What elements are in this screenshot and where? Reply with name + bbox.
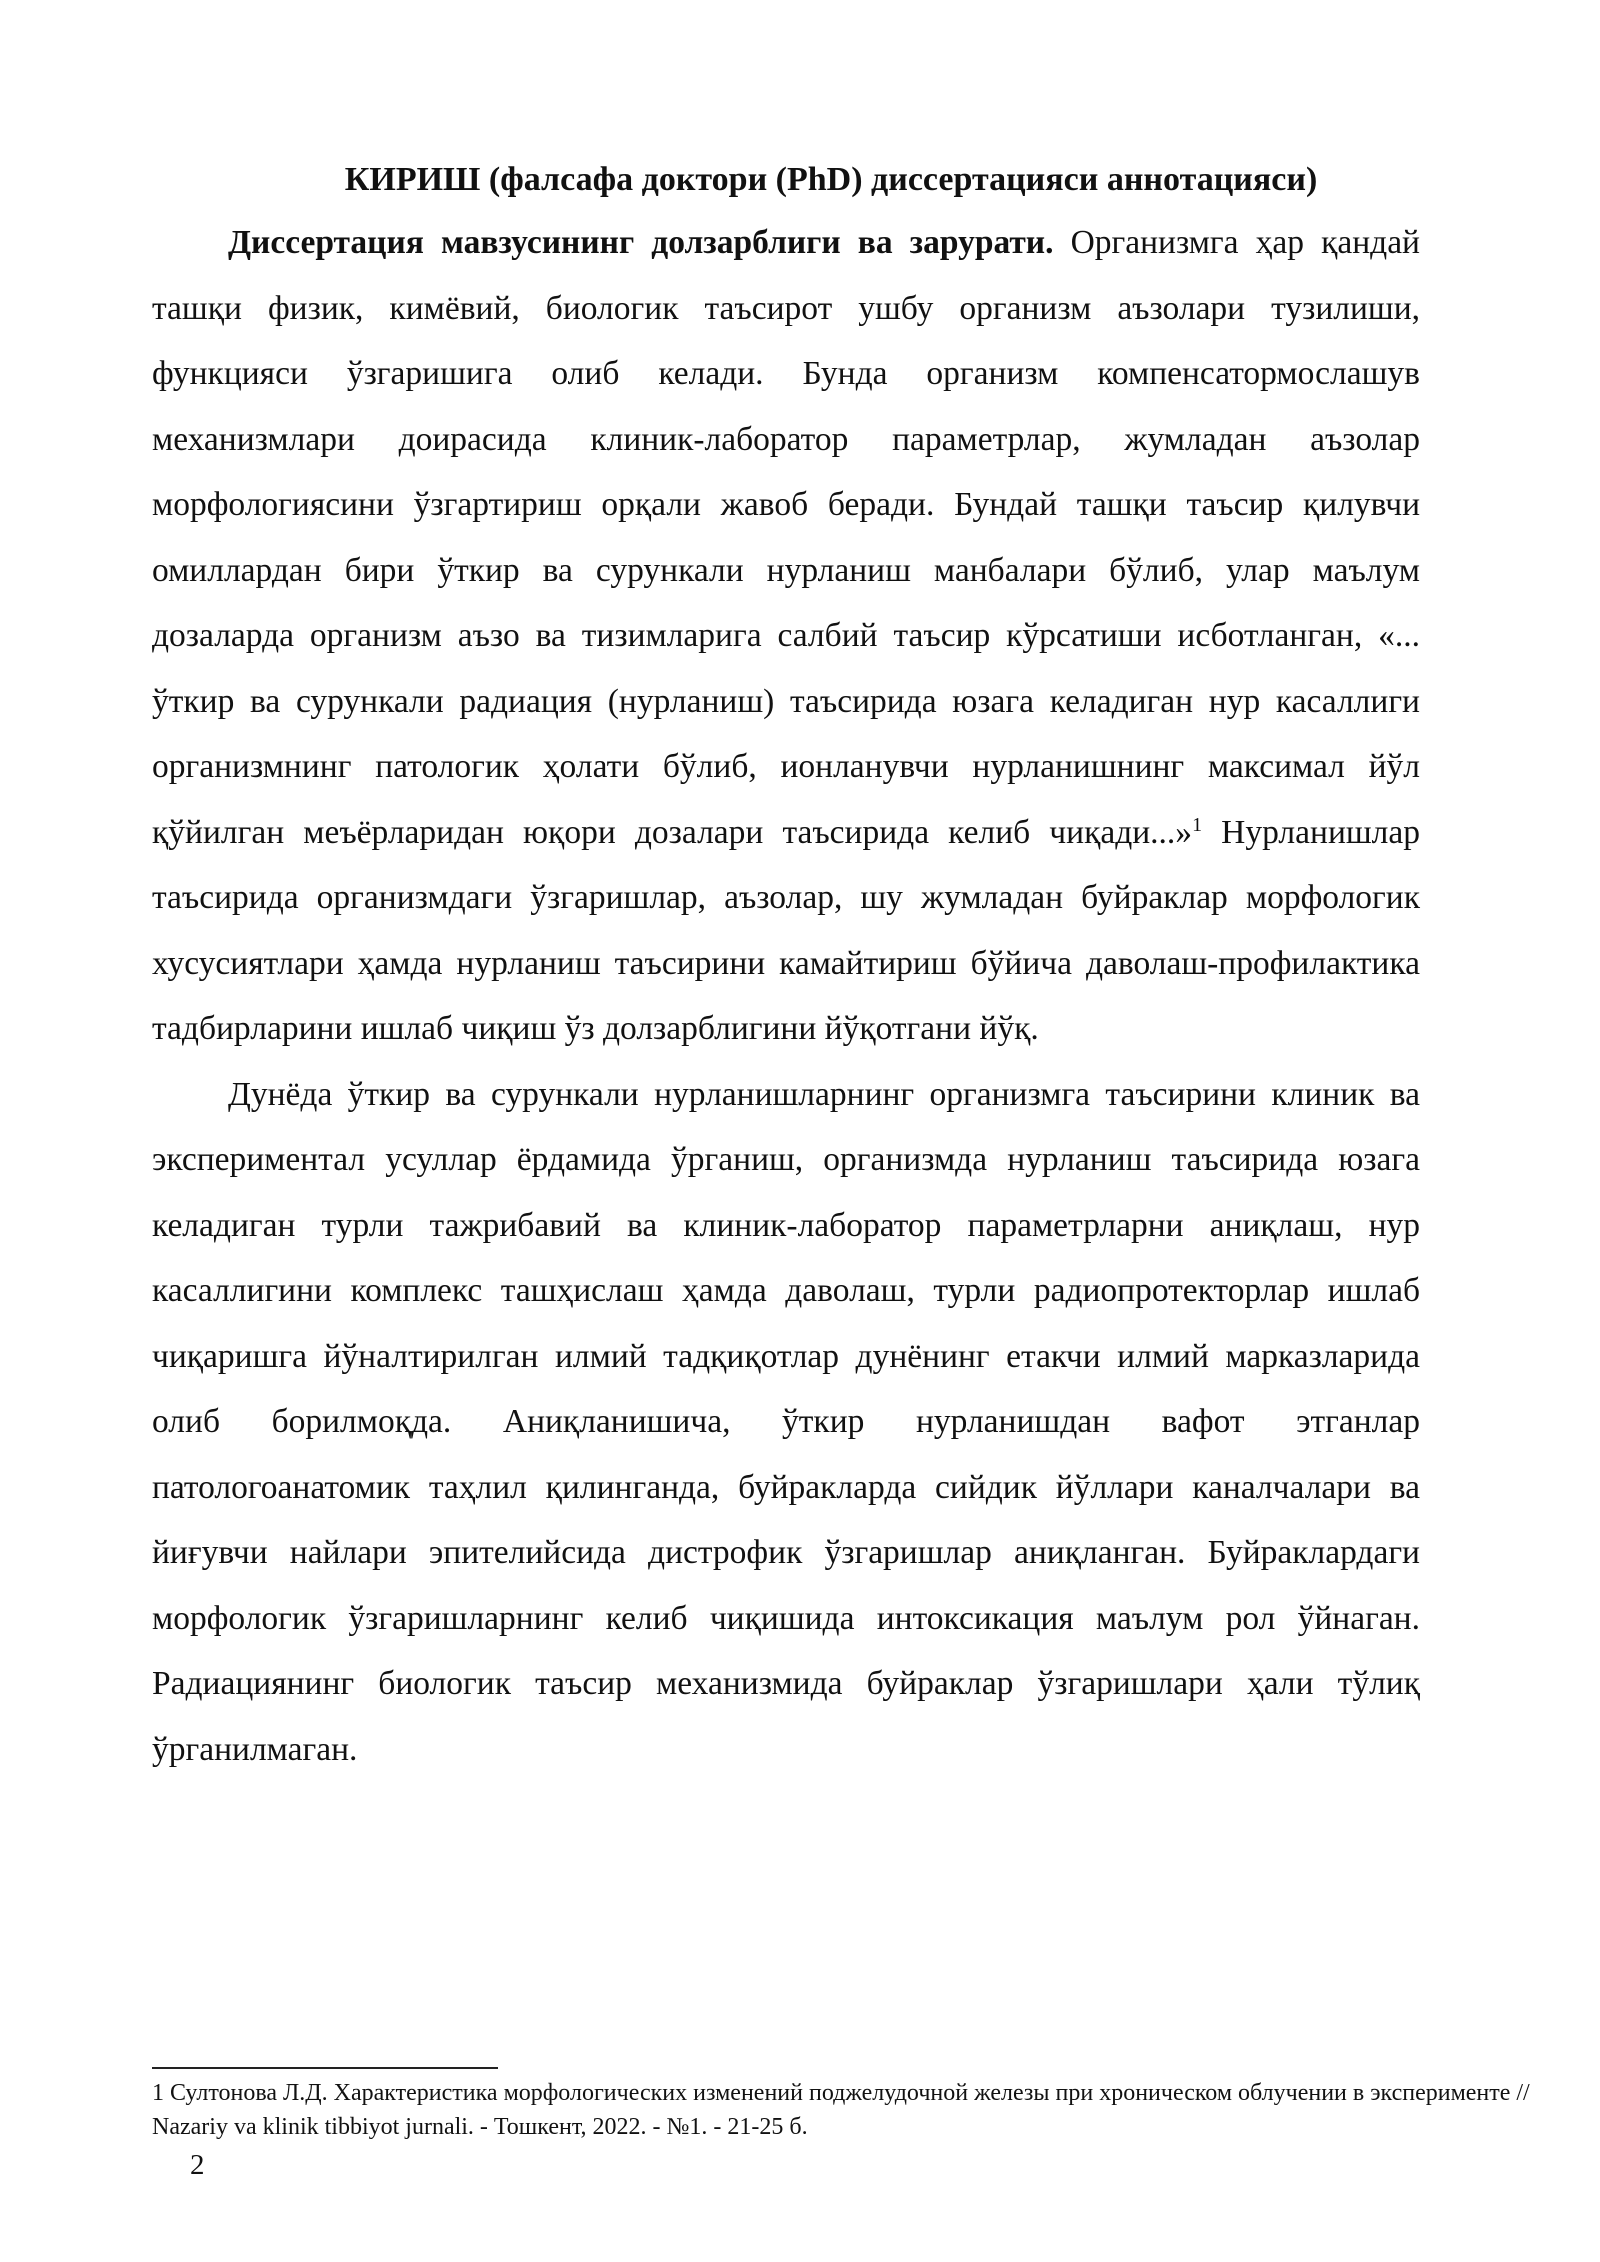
paragraph-text: Организмга ҳар қандай ташқи физик, кимёвий, биологик таъсирот ушбу организм аъзолари тузилиши, функцияси ўзгаришига олиб келади. Бунда организм компенсатормослашув механизмлари доирасида клиник-лаборатор параметрлар, жумладан аъзолар морфологиясини ўзгартириш орқали жавоб беради. Бундай ташқи таъсир қилувчи омиллардан бири ўткир ва сурункали нурланиш манбалари бўлиб, улар маълум дозаларда организм аъзо ва тизимларига салбий таъсир кўрсатиши исботланган, «... ўткир ва сурункали радиация (нурланиш) таъсирида юзага келадиган нур касаллиги организмнинг патологик ҳолати бўлиб, ионланувчи нурланишнинг максимал йўл қўйилган меъёрларидан юқори дозалари таъсирида келиб чиқади...» [152, 224, 1420, 851]
paragraph-world-research: Дунёда ўткир ва сурункали нурланишларнинг организмга таъсирини клиник ва экспериментал усуллар ёрдамида ўрганиш, организмда нурланиш таъсирида юзага келадиган турли тажрибавий ва клиник-лаборатор параметрларни аниқлаш, нур касаллигини комплекс ташҳислаш ҳамда даволаш, турли радиопротекторлар ишлаб чиқаришга йўналтирилган илмий тадқиқотлар дунёнинг етакчи илмий марказларида олиб борилмоқда. Аниқланишича, ўткир нурланишдан вафот этганлар патологоанатомик таҳлил қилинганда, буйракларда сийдик йўллари каналчалари ва йиғувчи найлари эпителийсида дистрофик ўзгаришлар аниқланган. Буйраклардаги морфологик ўзгаришларнинг келиб чиқишида интоксикация маълум рол ўйнаган. Радиациянинг биологик таъсир механизмида буйраклар ўзгаришлари ҳали тўлиқ ўрганилмаган. [152, 1075, 1420, 1768]
footnote-separator [152, 2067, 498, 2069]
paragraph-lead: Диссертация мавзусининг долзарблиги ва зарурати. [228, 224, 1054, 261]
page-number: 2 [190, 2149, 205, 2181]
page-body [152, 150, 1420, 1782]
footnote-reference[interactable]: 1 [1192, 813, 1203, 836]
page-title: КИРИШ (фалсафа доктори (PhD) диссертацияси аннотацияси) [344, 161, 1318, 198]
paragraph-text-continued: Нурланишлар таъсирида организмдаги ўзгаришлар, аъзолар, шу жумладан буйраклар морфологик хусусиятлари ҳамда нурланиш таъсирини камайтириш бўйича даволаш-профилактика тадбирларини ишлаб чиқиш ўз долзарблигини йўқотгани йўқ. [152, 813, 1420, 1047]
footnote: 1 Султонова Л.Д. Характеристика морфологических изменений поджелудочной железы при хроническом облучении в эксперименте // Nazariy va klinik tibbiyot jurnali. - Тошкент, 2022. - №1. - 21-25 б. [152, 2080, 1530, 2140]
paragraph-relevance [152, 210, 1420, 1062]
